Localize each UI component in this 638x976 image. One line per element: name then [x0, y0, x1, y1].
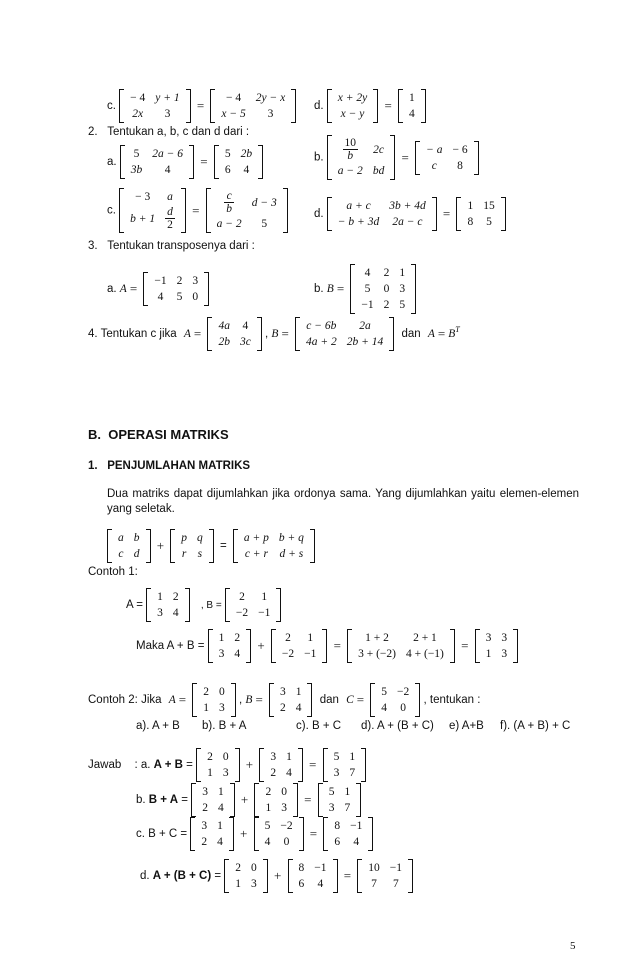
- conjunction: dan: [401, 328, 421, 341]
- matrix: 3 1 2 4: [190, 818, 234, 850]
- q2-c: c. − 3 a b + 1 $\frac{d}{2}$ = $\frac{c}{b}$ d − 3 a − 2 5: [107, 189, 288, 232]
- matrix: − 4 2y − x x − 5 3: [210, 90, 296, 122]
- item-label: a.: [107, 283, 117, 296]
- matrix: 3 1 2 4: [191, 784, 235, 816]
- question-text: Tentukan a, b, c dan d dari :: [107, 126, 250, 138]
- subsection-number: 1.: [88, 460, 98, 472]
- answer-b: b. B + A = 3 1 2 4 + 2 0 1 3 = 5 1 3 7: [136, 784, 361, 816]
- matrix: 8 −1 6 4: [323, 818, 373, 850]
- conjunction: dan: [319, 694, 339, 707]
- matrix: 3 1 2 4: [269, 684, 313, 716]
- item-label: c.: [107, 100, 116, 113]
- page-number: 5: [570, 940, 576, 952]
- matrix: 5 −2 4 0: [254, 818, 304, 850]
- matrix: 1 4: [398, 90, 426, 122]
- example-1-matrices: [126, 589, 281, 621]
- matrix: 5 2b 6 4: [214, 146, 263, 178]
- q3-b: b. B = 4 2 1 5 0 3 −1 2 5: [314, 265, 416, 313]
- matrix: 1 15 8 5: [456, 198, 505, 230]
- item-label: d.: [314, 100, 324, 113]
- matrix: 5 1 3 7: [318, 784, 362, 816]
- matrix: 2 0 1 3: [224, 860, 268, 892]
- matrix: 2 0 1 3: [196, 749, 240, 781]
- matrix: p q r s: [170, 530, 214, 562]
- question-2: [88, 126, 249, 138]
- answer-d: d. A + (B + C) = 2 0 1 3 + 8 −1 6 4 = 10 −1 7 7: [140, 860, 413, 892]
- item-label: b.: [314, 283, 324, 296]
- matrix: c − 6b 2a 4a + 2 2b + 14: [295, 318, 394, 350]
- section-heading: [88, 427, 229, 442]
- task-item: c). B + C: [296, 720, 342, 732]
- solution-label: Maka A + B =: [136, 640, 205, 653]
- task-item: d). A + (B + C): [361, 720, 434, 732]
- task-item: b). B + A: [202, 720, 247, 732]
- matrix: −1 2 3 4 5 0: [143, 273, 209, 305]
- matrix: $\frac{10}{b}$ 2c a − 2 bd: [327, 136, 396, 179]
- question-text: Tentukan transposenya dari :: [107, 240, 255, 252]
- answer-expression: B + A: [148, 794, 179, 807]
- section-letter: B.: [88, 427, 101, 442]
- task-item: a). A + B: [136, 720, 180, 732]
- answer-expression: A + B: [153, 759, 183, 772]
- subsection-title: PENJUMLAHAN MATRIKS: [107, 460, 251, 472]
- matrix: 2 1 −2 −1: [225, 589, 282, 621]
- matrix: a + p b + q c + r d + s: [233, 530, 315, 562]
- question-3: [88, 240, 255, 252]
- task-item: f). (A + B) + C: [500, 720, 571, 732]
- answer-expression: c. B + C =: [136, 828, 188, 841]
- matrix: 2 0 1 3: [192, 684, 236, 716]
- question-text: 4. Tentukan c jika: [88, 328, 177, 341]
- answer-label: Jawab: [88, 759, 122, 772]
- example-1-solution: Maka A + B = 1 2 3 4 + 2 1 −2 −1 = 1 + 2 2 + 1 3 + (−2) 4 + (−1) = 3 3 1 3: [136, 630, 518, 662]
- matrix-b-label: , B =: [200, 600, 222, 612]
- exercise-c: c. − 4 y + 1 2x 3 = − 4 2y − x x − 5 3: [107, 90, 296, 122]
- matrix: 3 1 2 4: [259, 749, 303, 781]
- matrix: 4 2 1 5 0 3 −1 2 5: [350, 265, 416, 313]
- task-item: e) A+B: [449, 720, 484, 732]
- matrix: a + c 3b + 4d − b + 3d 2a − c: [327, 198, 437, 230]
- matrix: a b c d: [107, 530, 151, 562]
- matrix: − 3 a b + 1 $\frac{d}{2}$: [119, 189, 186, 232]
- q2-d: d. a + c 3b + 4d − b + 3d 2a − c = 1 15 8 5: [314, 198, 506, 230]
- matrix: − a − 6 c 8: [415, 142, 479, 174]
- subsection-heading: [88, 460, 250, 472]
- matrix: 5 2a − 6 3b 4: [120, 146, 194, 178]
- answer-c: c. B + C = 3 1 2 4 + 5 −2 4 0 = 8 −1 6 4: [136, 818, 373, 850]
- matrix: 2 1 −2 −1: [271, 630, 328, 662]
- example-2-statement: Contoh 2: Jika A = 2 0 1 3 , B = 3 1 2 4 dan C = 5 −2 4 0 , tentukan :: [88, 686, 481, 714]
- general-sum-formula: a b c d + p q r s = a + p b + q c + r d + s: [107, 530, 315, 562]
- answer-item-label: : a.: [134, 759, 151, 772]
- matrix: 4a 4 2b 3c: [207, 318, 261, 350]
- matrix: 1 2 3 4: [208, 630, 252, 662]
- answer-a: Jawab : a. A + B = 2 0 1 3 + 3 1 2 4 = 5 1 3 7: [88, 749, 366, 781]
- item-label: c.: [107, 204, 116, 217]
- intro-paragraph: Dua matriks dapat dijumlahkan jika ordonya sama. Yang dijumlahkan yaitu elemen-elemen yang seletak.: [107, 488, 579, 515]
- item-label: d.: [314, 208, 324, 221]
- question-number: 2.: [88, 126, 98, 138]
- question-4: 4. Tentukan c jika A = 4a 4 2b 3c , B = c − 6b 2a 4a + 2 2b + 14 dan $A = B^T$: [88, 320, 460, 348]
- section-title: OPERASI MATRIKS: [108, 427, 229, 442]
- question-number: 3.: [88, 240, 98, 252]
- instruction: , tentukan :: [423, 694, 481, 707]
- item-label: b.: [314, 151, 324, 164]
- matrix: 10 −1 7 7: [357, 860, 413, 892]
- exercise-d: d. x + 2y x − y = 1 4: [314, 90, 426, 122]
- matrix: 2 0 1 3: [254, 784, 298, 816]
- q3-a: a. A = −1 2 3 4 5 0: [107, 273, 209, 305]
- answer-item-label: b.: [136, 794, 146, 807]
- q2-b: b. $\frac{10}{b}$ 2c a − 2 bd = − a − 6 c 8: [314, 136, 479, 179]
- matrix: 1 + 2 2 + 1 3 + (−2) 4 + (−1): [347, 630, 455, 662]
- matrix: 5 −2 4 0: [370, 684, 420, 716]
- matrix: 8 −1 6 4: [288, 860, 338, 892]
- answer-expression: A + (B + C): [152, 870, 212, 883]
- q2-a: a. 5 2a − 6 3b 4 = 5 2b 6 4: [107, 146, 263, 178]
- matrix: $\frac{c}{b}$ d − 3 a − 2 5: [206, 189, 288, 232]
- matrix-a-label: A =: [126, 599, 143, 612]
- matrix: x + 2y x − y: [327, 90, 378, 122]
- matrix: − 4 y + 1 2x 3: [119, 90, 191, 122]
- answer-item-label: d.: [140, 870, 150, 883]
- item-label: a.: [107, 156, 117, 169]
- example-2-label: Contoh 2: Jika: [88, 694, 162, 707]
- matrix: 3 3 1 3: [475, 630, 519, 662]
- matrix: 1 2 3 4: [146, 589, 190, 621]
- matrix: 5 1 3 7: [323, 749, 367, 781]
- example-1-label: Contoh 1:: [88, 566, 138, 578]
